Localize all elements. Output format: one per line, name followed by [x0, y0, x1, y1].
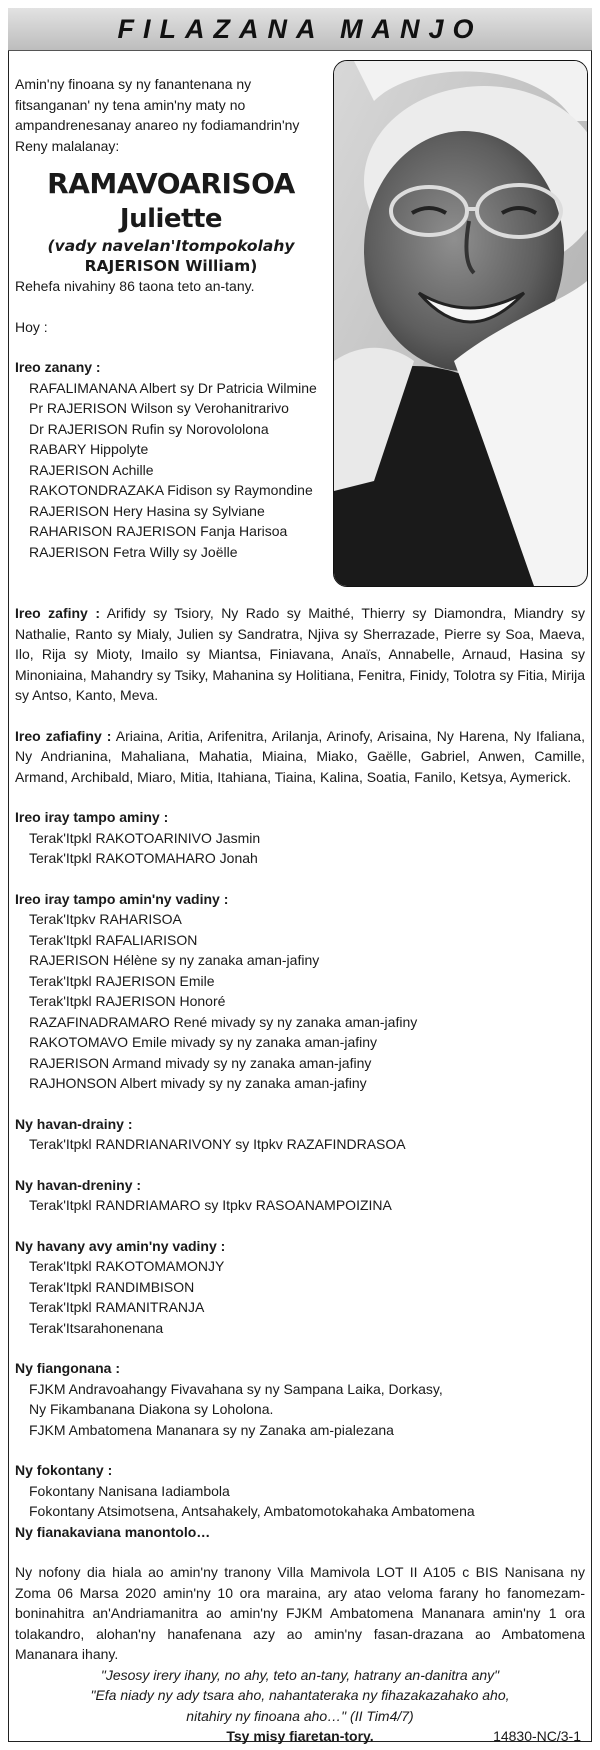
list-item: Terak'Itpkl RAKOTOARINIVO Jasmin — [29, 829, 261, 846]
maternal-family-heading: Ny havan-dreniny : — [15, 1176, 142, 1193]
spouse-note — [15, 236, 327, 276]
intro-text: Amin'ny finoana sy ny fanantenana ny fitsanganan' ny tena amin'ny maty no ampandrenesanay anareo ny fodiamandrin'ny Reny malalanay: — [15, 76, 300, 154]
list-item: Terak'Itpkl RANDRIAMARO sy Itpkv RASOANAMPOIZINA — [29, 1197, 392, 1213]
deceased-surname: RAMAVOARISOA — [47, 167, 295, 200]
list-item: RAKOTONDRAZAKA Fidison sy Raymondine — [29, 482, 313, 498]
reference-code: 14830-NC/3-1 — [493, 1728, 581, 1744]
list-item: RAJHONSON Albert mivady sy ny zanaka aman-jafiny — [29, 1075, 367, 1091]
deceased-name — [15, 166, 327, 236]
list-item: Terak'Itpkl RAJERISON Honoré — [29, 993, 226, 1009]
spouse-note-line1: (vady navelan'Itompokolahy — [47, 237, 295, 255]
notice-banner — [8, 8, 592, 51]
list-item: Terak'Itpkl RAKOTOMAMONJY — [29, 1258, 225, 1274]
list-item: RAJERISON Fetra Willy sy Joëlle — [29, 543, 238, 560]
list-item: Terak'Itpkl RANDIMBISON — [29, 1278, 195, 1295]
list-item: RAJERISON Achille — [29, 461, 154, 478]
closing-line — [15, 1726, 585, 1748]
quote-line: "Efa niady ny ady tsara aho, nahantateraka ny fihazakazahako aho, — [90, 1687, 510, 1703]
children-list — [15, 378, 327, 563]
fokontany-heading: Ny fokontany : — [15, 1462, 113, 1478]
list-item: Pr RAJERISON Wilson sy Verohanitrarivo — [29, 400, 289, 416]
great-grandchildren-heading: Ireo zafiafiny : — [15, 727, 112, 744]
hoy-label: Hoy : — [15, 318, 48, 335]
list-item: Terak'Itsarahonenana — [29, 1319, 164, 1336]
great-grandchildren-names: Ariaina, Aritia, Arifenitra, Arilanja, Arinofy, Arisaina, Ny Harena, Ny Ifaliana, Ny Andrianina, Mahaliana, Mahatia, Miaina, Miako, Gaëlle, Gabriel, Anwen, Camille, Armand, Archibald, Miaro, Mitia, Itahiana, Tiaina, Kalina, Soatia, Fanilo, Ketsya, Aymerick. — [15, 727, 585, 785]
spouse-relatives-heading: Ireo iray tampo amin'ny vadiny : — [15, 890, 229, 907]
portrait-photo — [333, 60, 588, 587]
list-item: Terak'Itpkl RAFALIARISON — [29, 931, 198, 948]
list-item: FJKM Ambatomena Mananara sy ny Zanaka am-pialezana — [29, 1421, 394, 1438]
list-item: Dr RAJERISON Rufin sy Norovololona — [29, 420, 269, 437]
quote-line: nitahiry ny finoana aho…" (II Tim4/7) — [186, 1707, 414, 1724]
grandchildren-names: Arifidy sy Tsiory, Ny Rado sy Maithé, Thierry sy Diamondra, Miandry sy Nathalie, Ranto sy Mialy, Julien sy Sandratra, Njiva sy Sherrazade, Pierre sy Soa, Maeva, Ilo, Rija sy Mioty, Imailo sy Miantsa, Finiavana, Anaïs, Annabelle, Arnaud, Hasina sy Minoniaina, Mahandry sy Tsiky, Mahanina sy Holitiana, Fenitra, Finidy, Tolotra sy Fitia, Mirija sy Antso, Kanto, Meva. — [15, 605, 585, 703]
list-item: RAHARISON RAJERISON Fanja Harisoa — [29, 523, 288, 539]
list-item: RAZAFINADRAMARO René mivady sy ny zanaka aman-jafiny — [29, 1013, 418, 1030]
intro-column — [15, 74, 327, 562]
all-family-line: Ny fianakaviana manontolo… — [15, 1523, 211, 1540]
main-column — [15, 603, 585, 1748]
age-line: Rehefa nivahiny 86 taona teto an-tany. — [15, 278, 255, 294]
grandchildren-heading: Ireo zafiny : — [15, 605, 100, 621]
list-item: Ny Fikambanana Diakona sy Loholona. — [29, 1401, 274, 1417]
portrait-image — [334, 61, 587, 586]
list-item: RAJERISON Armand mivady sy ny zanaka aman-jafiny — [29, 1054, 372, 1071]
list-item: Terak'Itpkl RANDRIANARIVONY sy Itpkv RAZAFINDRASOA — [29, 1136, 406, 1152]
deceased-given-name: Juliette — [119, 204, 223, 234]
grandchildren-paragraph — [15, 603, 585, 706]
list-item: Terak'Itpkl RAMANITRANJA — [29, 1299, 205, 1315]
spouse-family-heading: Ny havany avy amin'ny vadiny : — [15, 1237, 226, 1254]
list-item: Terak'Itpkl RAKOTOMAHARO Jonah — [29, 850, 258, 866]
great-grandchildren-paragraph — [15, 726, 585, 788]
list-item: FJKM Andravoahangy Fivavahana sy ny Sampana Laika, Dorkasy, — [29, 1380, 443, 1397]
list-item: RAJERISON Hélène sy ny zanaka aman-jafiny — [29, 952, 320, 968]
list-item: Terak'Itpkv RAHARISOA — [29, 911, 182, 927]
list-item: Fokontany Atsimotsena, Antsahakely, Ambatomotokahaka Ambatomena — [29, 1503, 475, 1519]
closing-text: Tsy misy fiaretan-tory. — [226, 1728, 374, 1744]
list-item: RAFALIMANANA Albert sy Dr Patricia Wilmine — [29, 379, 317, 396]
list-item: Fokontany Nanisana Iadiambola — [29, 1482, 230, 1499]
funeral-notice: Ny nofony dia hiala ao amin'ny tranony Villa Mamivola LOT II A105 c BIS Nanisana ny Zoma 06 Marsa 2020 amin'ny 10 ora maraina, ary atao veloma farany ho fanomezam-boninahitra an'Andriamanitra ao amin'ny FJKM Ambatomena Mananara amin'ny 1 ora tolakandro, alohan'ny hanafenana azy ao amin'ny fasan-drazana ao Ambatomena Mananara ihany. — [15, 1564, 585, 1662]
list-item: RAKOTOMAVO Emile mivady sy ny zanaka aman-jafiny — [29, 1034, 378, 1050]
list-item: RABARY Hippolyte — [29, 441, 149, 457]
church-heading: Ny fiangonana : — [15, 1360, 121, 1376]
quote-line: "Jesosy irery ihany, no ahy, teto an-tany, hatrany an-danitra any" — [100, 1666, 500, 1683]
children-heading: Ireo zanany : — [15, 359, 101, 375]
notice-title: FILAZANA MANJO — [117, 13, 483, 44]
own-relatives-heading: Ireo iray tampo aminy : — [15, 809, 169, 825]
list-item: Terak'Itpkl RAJERISON Emile — [29, 972, 215, 989]
list-item: RAJERISON Hery Hasina sy Sylviane — [29, 502, 265, 519]
spouse-note-line2: RAJERISON William) — [84, 257, 258, 275]
paternal-family-heading: Ny havan-drainy : — [15, 1115, 133, 1132]
